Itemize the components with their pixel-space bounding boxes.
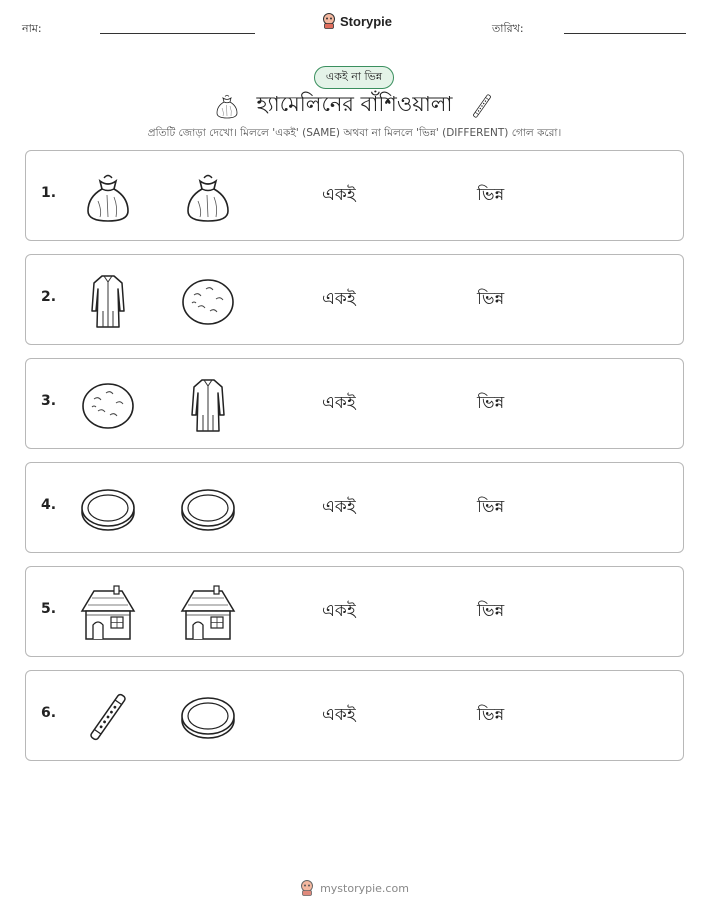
footer bbox=[0, 880, 709, 896]
different-option[interactable]: ভিন্ন bbox=[477, 289, 505, 309]
item-card bbox=[25, 670, 684, 761]
robe-icon bbox=[78, 271, 138, 331]
same-option[interactable]: একই bbox=[322, 393, 356, 413]
worksheet-type-badge: একই না ভিন্ন bbox=[314, 66, 394, 89]
bread-icon bbox=[178, 271, 238, 331]
item-number: 6. bbox=[41, 705, 57, 721]
flute-icon bbox=[78, 687, 138, 747]
footer-url[interactable]: mystorypie.com bbox=[320, 881, 409, 895]
storypie-mascot-icon bbox=[322, 13, 336, 29]
item-number: 1. bbox=[41, 185, 57, 201]
instructions: প্রতিটি জোড়া দেখো। মিললে 'একই' (SAME) অথবা না মিললে 'ভিন্ন' (DIFFERENT) গোল করো। bbox=[147, 127, 562, 139]
item-card bbox=[25, 254, 684, 345]
date-field[interactable] bbox=[564, 33, 686, 34]
house-icon bbox=[78, 583, 138, 643]
date-label: তারিখ: bbox=[492, 22, 524, 35]
storypie-mascot-icon bbox=[300, 880, 314, 896]
brand-logo bbox=[322, 13, 392, 29]
title-row bbox=[0, 88, 709, 123]
page-title: হ্যামেলিনের বাঁশিওয়ালা bbox=[256, 92, 453, 116]
different-option[interactable]: ভিন্ন bbox=[477, 393, 505, 413]
item-card bbox=[25, 566, 684, 657]
item-number: 3. bbox=[41, 393, 57, 409]
robe-icon bbox=[178, 375, 238, 435]
title-sack-icon bbox=[212, 91, 242, 121]
item-card bbox=[25, 462, 684, 553]
house-icon bbox=[178, 583, 238, 643]
sack-icon bbox=[78, 167, 138, 227]
different-option[interactable]: ভিন্ন bbox=[477, 705, 505, 725]
item-number: 2. bbox=[41, 289, 57, 305]
different-option[interactable]: ভিন্ন bbox=[477, 601, 505, 621]
coin-icon bbox=[178, 687, 238, 747]
item-card bbox=[25, 150, 684, 241]
same-option[interactable]: একই bbox=[322, 497, 356, 517]
sack-icon bbox=[178, 167, 238, 227]
item-number: 5. bbox=[41, 601, 57, 617]
same-option[interactable]: একই bbox=[322, 601, 356, 621]
item-number: 4. bbox=[41, 497, 57, 513]
different-option[interactable]: ভিন্ন bbox=[477, 497, 505, 517]
name-label: নাম: bbox=[22, 22, 42, 35]
name-field[interactable] bbox=[100, 33, 255, 34]
brand-name: Storypie bbox=[340, 13, 393, 29]
different-option[interactable]: ভিন্ন bbox=[477, 185, 505, 205]
same-option[interactable]: একই bbox=[322, 185, 356, 205]
coin-icon bbox=[178, 479, 238, 539]
coin-icon bbox=[78, 479, 138, 539]
bread-icon bbox=[78, 375, 138, 435]
same-option[interactable]: একই bbox=[322, 705, 356, 725]
item-card bbox=[25, 358, 684, 449]
title-flute-icon bbox=[467, 91, 497, 121]
same-option[interactable]: একই bbox=[322, 289, 356, 309]
